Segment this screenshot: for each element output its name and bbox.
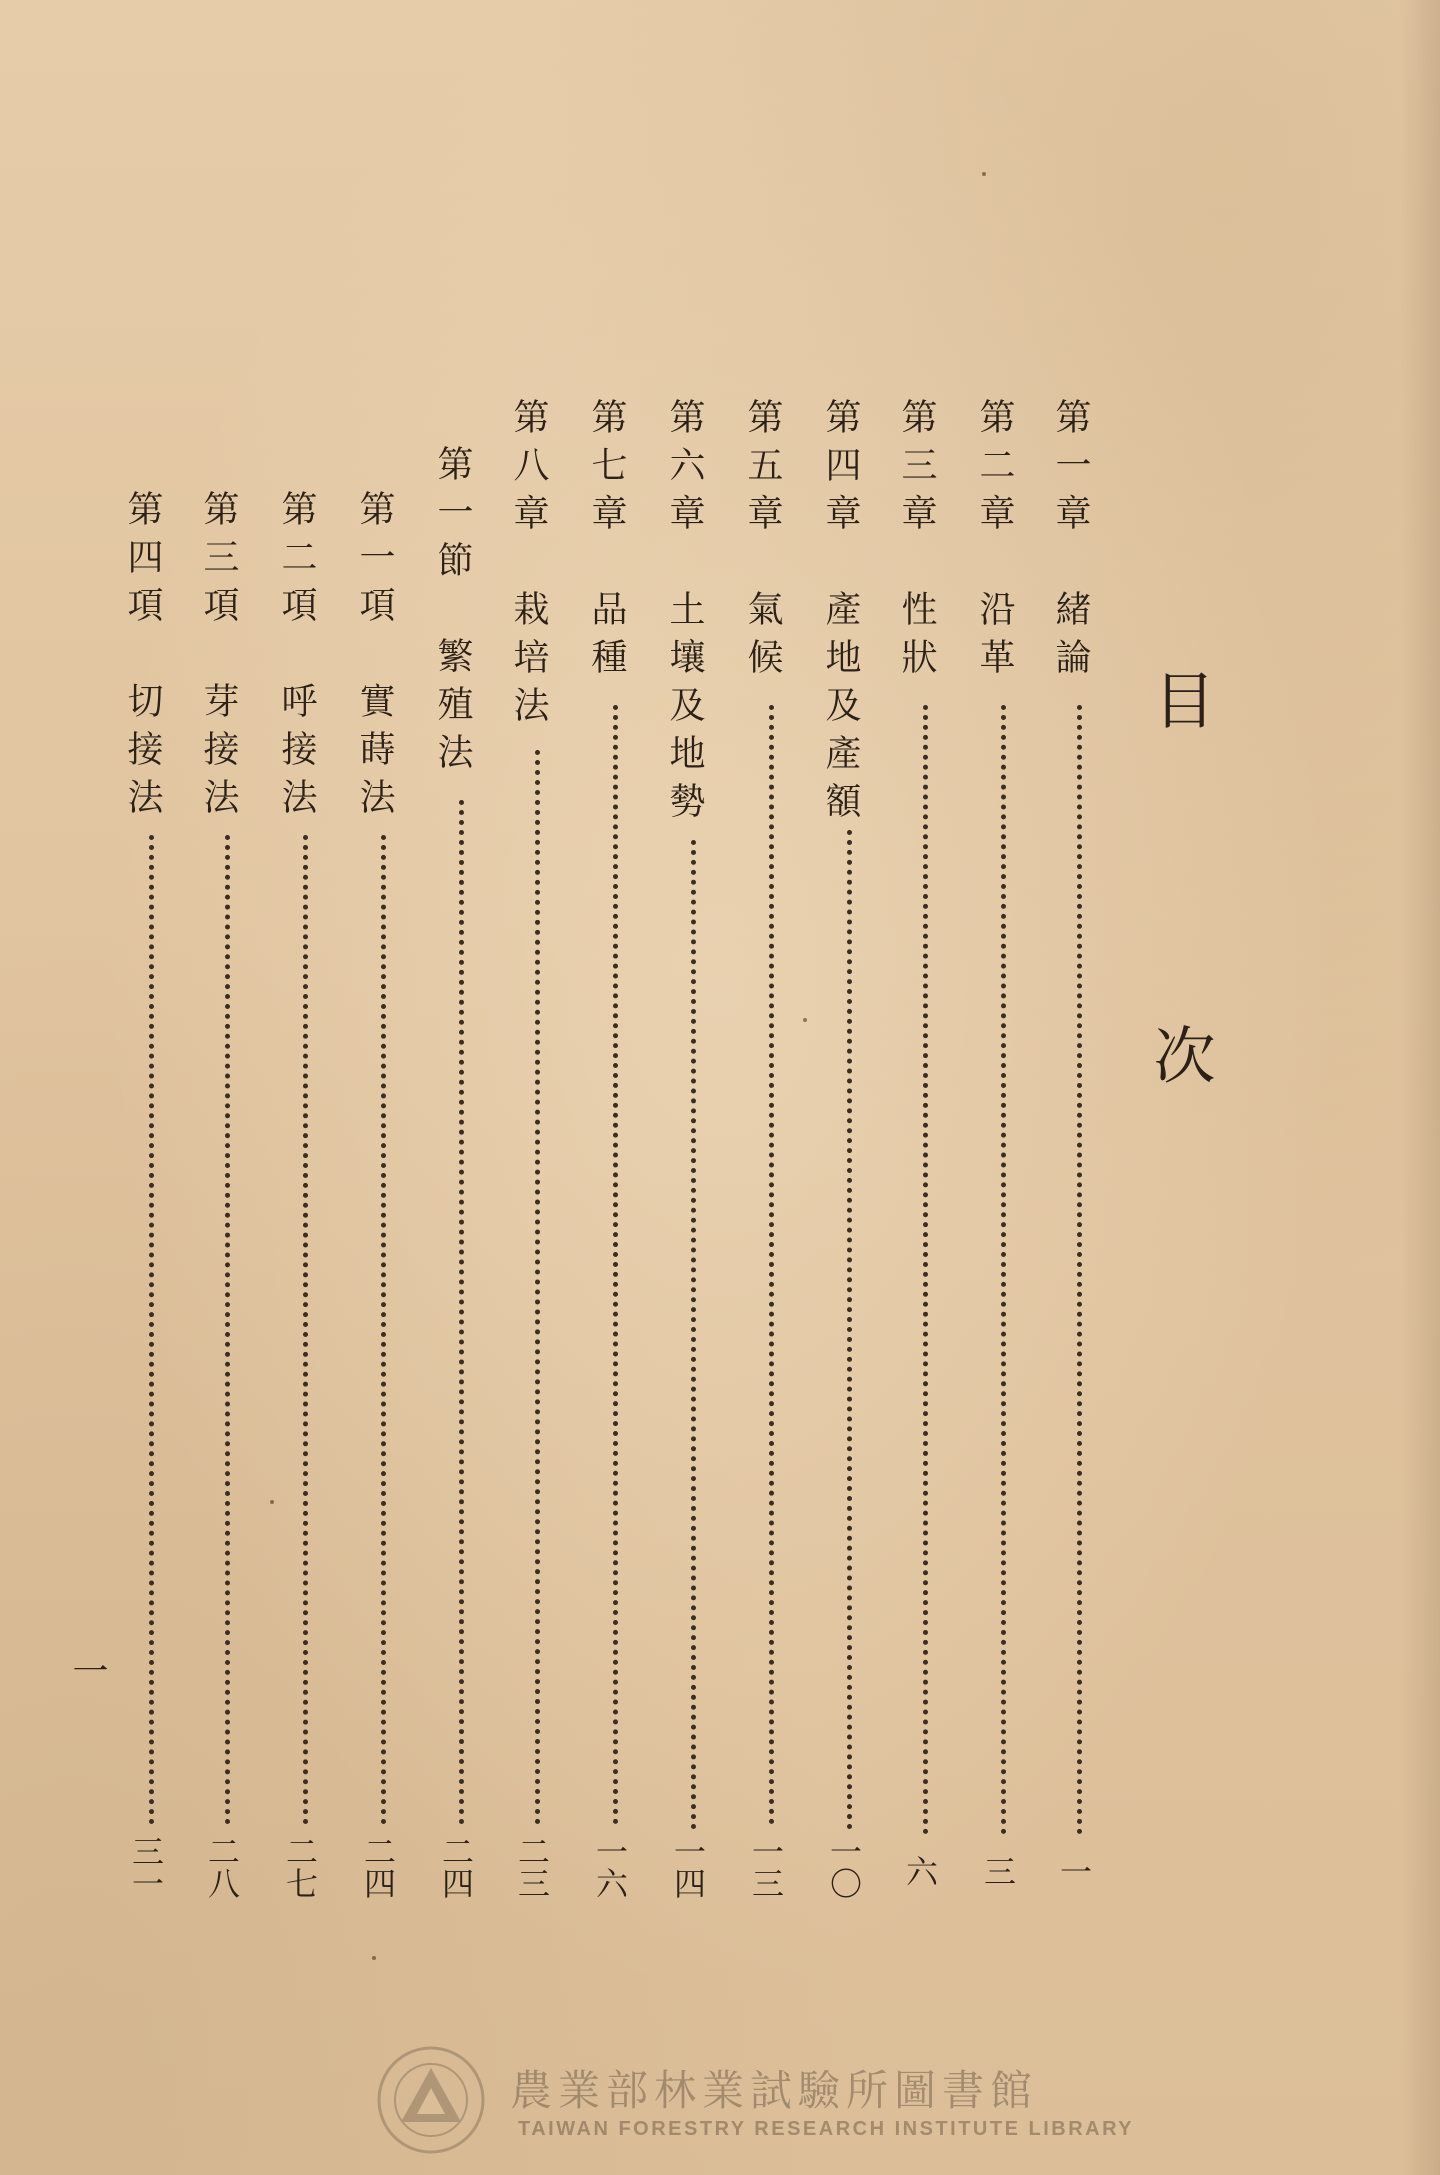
toc-entry-12-leader	[225, 835, 230, 1825]
toc-entry-13-leader	[149, 835, 154, 1825]
toc-entry-2-label: 第二章 沿革	[974, 398, 1015, 686]
toc-entry-4-page: 一〇	[825, 1835, 863, 1899]
toc-entry-3-page: 六	[901, 1855, 939, 1887]
paper-speck	[372, 1956, 376, 1960]
toc-entry-6-label: 第六章 土壤及地勢	[664, 398, 705, 830]
toc-entry-10-label: 第一項 實蒔法	[354, 490, 395, 826]
toc-entry-13-page: 三一	[127, 1835, 165, 1899]
toc-entry-11-page: 二七	[281, 1835, 319, 1899]
toc-entry-9-page: 二四	[437, 1835, 475, 1899]
toc-entry-5-page: 一三	[747, 1835, 785, 1899]
toc-entry-6-page: 一四	[669, 1835, 707, 1899]
toc-entry-1-label: 第一章 緒論	[1050, 398, 1091, 686]
toc-entry-2-leader	[1001, 705, 1006, 1835]
toc-entry-11-label: 第二項 呼接法	[276, 490, 317, 826]
toc-entry-11-leader	[303, 835, 308, 1825]
toc-entry-7-label: 第七章 品種	[586, 398, 627, 686]
toc-entry-4-label: 第四章 產地及產額	[820, 398, 861, 830]
toc-entry-7-leader	[613, 705, 618, 1825]
toc-entry-6-leader	[691, 840, 696, 1830]
toc-entry-8-leader	[535, 750, 540, 1825]
paper-speck	[803, 1018, 807, 1022]
toc-entry-5-label: 第五章 氣候	[742, 398, 783, 686]
toc-entry-13-label: 第四項 切接法	[122, 490, 163, 826]
paper-speck	[270, 1500, 274, 1504]
toc-entry-10-page: 二四	[359, 1835, 397, 1899]
toc-entry-4-leader	[847, 830, 852, 1830]
toc-entry-8-page: 二三	[513, 1835, 551, 1899]
toc-title: 目 次	[1143, 668, 1216, 1195]
toc-entry-3-leader	[923, 705, 928, 1835]
toc-entry-9-leader	[459, 800, 464, 1825]
toc-entry-9-label: 第一節 繁殖法	[432, 445, 473, 781]
paper-speck	[982, 172, 986, 176]
toc-entry-2-page: 三	[979, 1855, 1017, 1887]
toc-entry-8-label: 第八章 栽培法	[508, 398, 549, 734]
toc-entry-1-page: 一	[1055, 1855, 1093, 1887]
toc-entry-12-page: 二八	[203, 1835, 241, 1899]
toc-entry-7-page: 一六	[591, 1835, 629, 1899]
toc-entry-3-label: 第三章 性狀	[896, 398, 937, 686]
toc-entry-12-label: 第三項 芽接法	[198, 490, 239, 826]
page-number: 一	[67, 1652, 108, 1688]
toc-entry-10-leader	[381, 835, 386, 1825]
toc-entry-5-leader	[769, 705, 774, 1825]
library-name-en: TAIWAN FORESTRY RESEARCH INSTITUTE LIBRARY	[518, 2118, 1135, 2140]
library-name-cn: 農業部林業試驗所圖書館	[510, 2066, 1039, 2115]
library-seal-icon	[375, 2044, 487, 2156]
toc-entry-1-leader	[1077, 705, 1082, 1835]
